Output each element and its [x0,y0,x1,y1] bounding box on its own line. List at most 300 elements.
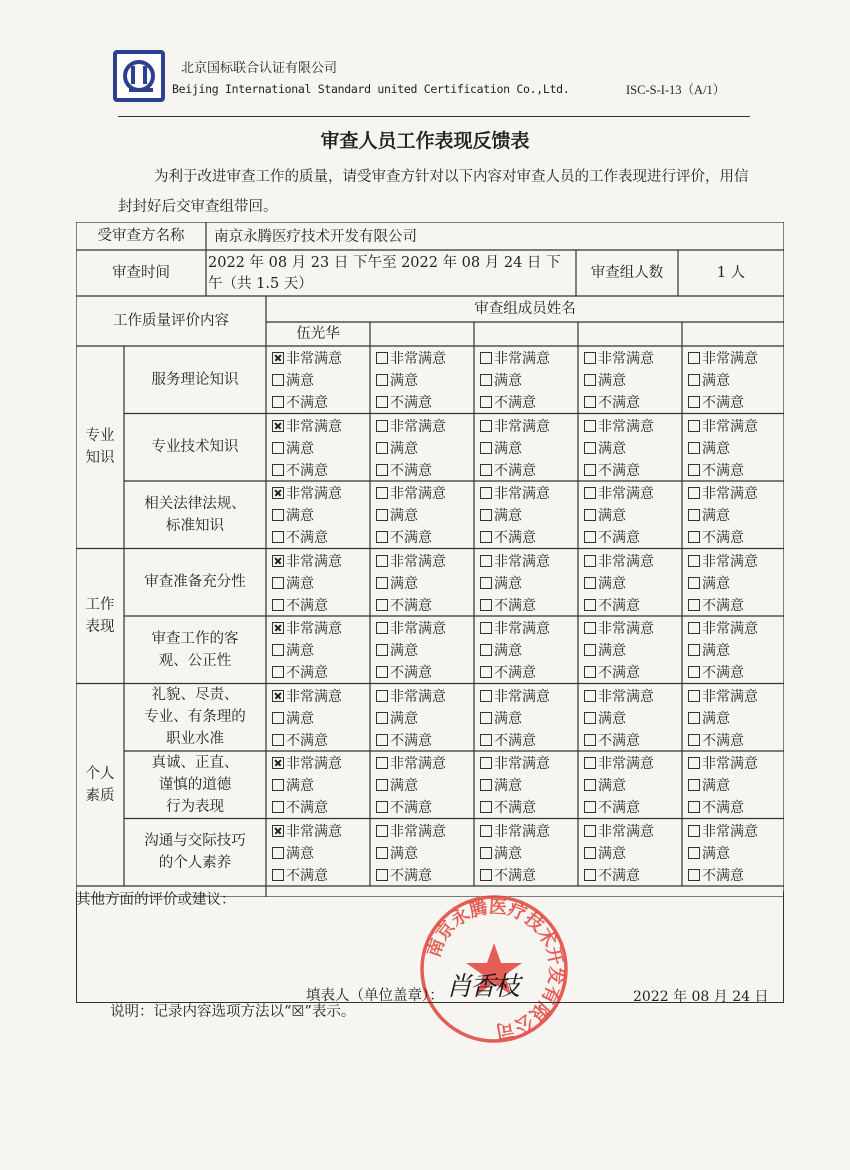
checkbox-icon[interactable] [480,442,492,454]
rating-option[interactable] [688,551,758,573]
checkbox-icon[interactable] [376,374,388,386]
checkbox-icon[interactable] [480,374,492,386]
checkbox-icon[interactable] [272,666,284,678]
option-label: 不满意 [598,867,640,884]
option-label: 非常满意 [702,418,758,435]
option-label: 非常满意 [598,621,654,637]
rating-option[interactable] [480,797,536,819]
rating-option[interactable] [480,821,550,843]
time-label: 审查时间 [112,265,170,281]
rating-option[interactable] [688,392,744,414]
checkbox-icon[interactable] [688,442,700,454]
checkbox-icon[interactable] [480,666,492,678]
rating-option[interactable] [480,527,536,549]
rating-option[interactable] [272,573,314,595]
rating-option[interactable] [480,573,522,595]
rating-option[interactable] [688,865,744,887]
rating-option[interactable] [272,551,342,573]
checkbox-icon[interactable] [376,801,388,813]
checkbox-icon[interactable] [480,420,492,432]
checkbox-icon[interactable] [272,801,284,813]
rating-option[interactable] [480,392,536,414]
checkbox-icon[interactable] [688,487,700,499]
checkbox-icon[interactable] [376,869,388,881]
checkbox-icon[interactable] [480,690,492,702]
rating-option[interactable] [584,573,626,595]
rating-option[interactable] [480,730,536,752]
checked-box-icon[interactable] [272,690,284,702]
checkbox-icon[interactable] [584,825,596,837]
option-label: 满意 [494,845,522,862]
rating-option[interactable] [272,662,328,684]
rating-option[interactable] [584,708,626,730]
rating-option[interactable] [480,438,522,460]
rating-option[interactable] [376,595,432,617]
rating-option[interactable] [584,392,640,414]
rating-option[interactable] [584,527,640,549]
checkbox-icon[interactable] [584,712,596,724]
checkbox-icon[interactable] [272,464,284,476]
option-label: 满意 [494,778,522,794]
checked-box-icon[interactable] [272,487,284,499]
option-label: 满意 [494,575,522,592]
option-label: 非常满意 [286,621,342,637]
checkbox-icon[interactable] [688,757,700,769]
checkbox-icon[interactable] [688,801,700,813]
checkbox-icon[interactable] [584,531,596,543]
option-label: 不满意 [494,665,536,681]
checkbox-icon[interactable] [584,487,596,499]
rating-option[interactable] [272,640,314,662]
option-label: 满意 [598,710,626,727]
checkbox-icon[interactable] [272,599,284,611]
checkbox-icon[interactable] [584,577,596,589]
rating-option[interactable] [272,797,328,819]
option-label: 非常满意 [286,418,342,435]
checked-box-icon[interactable] [272,757,284,769]
checkbox-icon[interactable] [584,779,596,791]
rating-option[interactable] [376,551,446,573]
rating-option[interactable] [480,775,522,797]
rating-option[interactable] [376,708,418,730]
option-label: 满意 [702,643,730,659]
rating-option[interactable] [584,551,654,573]
rating-option[interactable] [584,483,654,505]
rating-option[interactable] [584,505,626,527]
rating-option[interactable] [272,618,342,640]
checkbox-icon[interactable] [376,352,388,364]
option-label: 非常满意 [390,621,446,637]
rating-option[interactable] [376,392,432,414]
checkbox-icon[interactable] [480,757,492,769]
rating-option[interactable] [376,348,446,370]
checkbox-icon[interactable] [376,509,388,521]
option-label: 满意 [598,508,626,524]
checkbox-icon[interactable] [584,442,596,454]
checkbox-icon[interactable] [480,464,492,476]
option-label: 非常满意 [598,756,654,772]
rating-option[interactable] [584,595,640,617]
rating-option[interactable] [584,662,640,684]
option-label: 满意 [390,508,418,524]
company-name-cn: 北京国标联合认证有限公司 [181,61,338,76]
rating-option[interactable] [584,348,654,370]
checkbox-icon[interactable] [688,690,700,702]
checkbox-icon[interactable] [688,577,700,589]
rating-option[interactable] [584,843,626,865]
rating-option[interactable] [272,595,328,617]
option-label: 不满意 [390,597,432,614]
option-label: 满意 [702,575,730,592]
rating-option[interactable] [688,527,744,549]
rating-option[interactable] [584,686,654,708]
rating-option[interactable] [376,505,418,527]
checkbox-icon[interactable] [376,644,388,656]
rating-option[interactable] [272,460,328,482]
comments-label: 其他方面的评价或建议： [76,892,236,908]
rating-option[interactable] [584,416,654,438]
checkbox-icon[interactable] [688,396,700,408]
rating-option[interactable] [480,662,536,684]
checkbox-icon[interactable] [584,464,596,476]
checkbox-icon[interactable] [584,690,596,702]
option-label: 非常满意 [494,621,550,637]
checkbox-icon[interactable] [688,599,700,611]
rating-option[interactable] [376,753,446,775]
rating-option[interactable] [480,708,522,730]
option-label: 满意 [702,710,730,727]
rating-option[interactable] [688,662,744,684]
checkbox-icon[interactable] [584,622,596,634]
rating-option[interactable] [376,843,418,865]
rating-option[interactable] [272,392,328,414]
rating-option[interactable] [480,640,522,662]
rating-option[interactable] [584,775,626,797]
checkbox-icon[interactable] [272,779,284,791]
rating-option[interactable] [272,753,342,775]
rating-option[interactable] [376,865,432,887]
checkbox-icon[interactable] [376,757,388,769]
checked-box-icon[interactable] [272,825,284,837]
checkbox-icon[interactable] [480,577,492,589]
criterion-label: 服务理论知识 [151,371,239,388]
checkbox-icon[interactable] [272,847,284,859]
rating-option[interactable] [688,797,744,819]
option-label: 非常满意 [598,553,654,570]
checkbox-icon[interactable] [376,847,388,859]
checked-box-icon[interactable] [272,352,284,364]
criterion-label: 审查准备充分性 [144,574,246,591]
checkbox-icon[interactable] [584,420,596,432]
checkbox-icon[interactable] [480,509,492,521]
option-label: 非常满意 [286,486,342,502]
checkbox-icon[interactable] [480,487,492,499]
checkbox-icon[interactable] [376,464,388,476]
rating-option[interactable] [480,370,522,392]
checkbox-icon[interactable] [584,374,596,386]
checkbox-icon[interactable] [272,734,284,746]
checkbox-icon[interactable] [480,396,492,408]
time-value [208,253,561,295]
checked-box-icon[interactable] [272,420,284,432]
rating-option[interactable] [584,618,654,640]
checkbox-icon[interactable] [584,509,596,521]
rating-option[interactable] [480,483,550,505]
option-label: 不满意 [494,732,536,749]
rating-option[interactable] [376,686,446,708]
option-label: 非常满意 [286,823,342,840]
checkbox-icon[interactable] [480,734,492,746]
checkbox-icon[interactable] [688,734,700,746]
rating-option[interactable] [688,370,730,392]
option-label: 不满意 [702,665,744,681]
count-label: 审查组人数 [590,265,664,281]
rating-option[interactable] [272,686,342,708]
checkbox-icon[interactable] [376,487,388,499]
rating-option[interactable] [376,416,446,438]
rating-option[interactable] [688,640,730,662]
checkbox-icon[interactable] [376,555,388,567]
checkbox-icon[interactable] [584,352,596,364]
checkbox-icon[interactable] [376,442,388,454]
checkbox-icon[interactable] [584,869,596,881]
checkbox-icon[interactable] [584,757,596,769]
rating-option[interactable] [480,348,550,370]
option-label: 非常满意 [598,823,654,840]
checkbox-icon[interactable] [688,555,700,567]
rating-option[interactable] [480,416,550,438]
rating-option[interactable] [688,730,744,752]
option-label: 满意 [494,710,522,727]
checkbox-icon[interactable] [376,531,388,543]
checkbox-icon[interactable] [480,801,492,813]
rating-option[interactable] [480,595,536,617]
option-label: 不满意 [702,530,744,546]
rating-option[interactable] [376,821,446,843]
checkbox-icon[interactable] [376,599,388,611]
checkbox-icon[interactable] [376,420,388,432]
rating-option[interactable] [584,640,626,662]
signature: 肖香枝 [446,972,519,1002]
checkbox-icon[interactable] [688,825,700,837]
rating-option[interactable] [688,686,758,708]
rating-option[interactable] [480,865,536,887]
option-label: 不满意 [286,732,328,749]
member-name-2 [370,322,474,346]
checkbox-icon[interactable] [376,734,388,746]
rating-option[interactable] [272,730,328,752]
rating-option[interactable] [584,438,626,460]
checkbox-icon[interactable] [272,396,284,408]
checkbox-icon[interactable] [688,847,700,859]
rating-option[interactable] [272,483,342,505]
rating-option[interactable] [480,686,550,708]
checkbox-icon[interactable] [376,396,388,408]
checkbox-icon[interactable] [376,622,388,634]
rating-option[interactable] [272,821,342,843]
checkbox-icon[interactable] [272,869,284,881]
rating-option[interactable] [688,753,758,775]
rating-option[interactable] [376,797,432,819]
checkbox-icon[interactable] [272,442,284,454]
option-label: 不满意 [598,665,640,681]
rating-option[interactable] [688,483,758,505]
quality-label: 工作质量评价内容 [113,313,229,329]
option-label: 满意 [390,710,418,727]
rating-option[interactable] [688,821,758,843]
org-label: 受审查方名称 [97,228,185,244]
rating-option[interactable] [272,865,328,887]
checkbox-icon[interactable] [688,531,700,543]
rating-option[interactable] [688,416,758,438]
checkbox-icon[interactable] [480,555,492,567]
option-label: 非常满意 [494,351,550,367]
checkbox-icon[interactable] [688,374,700,386]
checkbox-icon[interactable] [688,509,700,521]
rating-option[interactable] [688,843,730,865]
checkbox-icon[interactable] [480,531,492,543]
checkbox-icon[interactable] [480,869,492,881]
checkbox-icon[interactable] [688,420,700,432]
criterion-label: 专业技术知识 [151,439,239,456]
rating-option[interactable] [688,505,730,527]
checkbox-icon[interactable] [272,509,284,521]
rating-option[interactable] [480,460,536,482]
rating-option[interactable] [480,618,550,640]
rating-option[interactable] [688,595,744,617]
checkbox-icon[interactable] [272,374,284,386]
option-label: 不满意 [390,867,432,884]
option-label: 满意 [286,778,314,794]
rating-option[interactable] [376,460,432,482]
rating-option[interactable] [376,640,418,662]
rating-option[interactable] [584,821,654,843]
option-label: 不满意 [390,732,432,749]
option-label: 满意 [286,643,314,659]
rating-option[interactable] [272,843,314,865]
rating-option[interactable] [272,370,314,392]
checkbox-icon[interactable] [272,577,284,589]
rating-option[interactable] [376,618,446,640]
option-label: 不满意 [286,597,328,614]
rating-option[interactable] [376,730,432,752]
rating-option[interactable] [376,370,418,392]
checkbox-icon[interactable] [584,396,596,408]
rating-option[interactable] [272,708,314,730]
rating-option[interactable] [584,460,640,482]
checkbox-icon[interactable] [584,847,596,859]
checkbox-icon[interactable] [480,779,492,791]
rating-option[interactable] [272,505,314,527]
rating-option[interactable] [376,438,418,460]
signer-label: 填表人（单位盖章）： [306,988,444,1004]
option-label: 满意 [598,575,626,592]
rating-option[interactable] [272,438,314,460]
checkbox-icon[interactable] [272,712,284,724]
checked-box-icon[interactable] [272,555,284,567]
rating-option[interactable] [480,843,522,865]
option-label: 满意 [494,373,522,389]
checkbox-icon[interactable] [480,712,492,724]
option-label: 非常满意 [494,823,550,840]
checkbox-icon[interactable] [584,555,596,567]
rating-option[interactable] [688,348,758,370]
checkbox-icon[interactable] [376,825,388,837]
checkbox-icon[interactable] [688,712,700,724]
rating-option[interactable] [688,460,744,482]
checkbox-icon[interactable] [688,622,700,634]
checkbox-icon[interactable] [584,666,596,678]
checkbox-icon[interactable] [272,531,284,543]
option-label: 不满意 [286,867,328,884]
checkbox-icon[interactable] [480,622,492,634]
rating-option[interactable] [376,775,418,797]
option-label: 不满意 [390,462,432,479]
rating-option[interactable] [688,708,730,730]
rating-option[interactable] [376,527,432,549]
checkbox-icon[interactable] [376,690,388,702]
rating-option[interactable] [272,348,342,370]
checkbox-icon[interactable] [480,825,492,837]
checkbox-icon[interactable] [584,734,596,746]
rating-option[interactable] [688,573,730,595]
fill-date: 2022 年 08 月 24 日 [633,989,769,1005]
rating-option[interactable] [688,438,730,460]
rating-option[interactable] [688,775,730,797]
checkbox-icon[interactable] [376,712,388,724]
rating-option[interactable] [376,483,446,505]
rating-option[interactable] [584,797,640,819]
rating-option[interactable] [272,527,328,549]
rating-option[interactable] [688,618,758,640]
checkbox-icon[interactable] [480,847,492,859]
checked-box-icon[interactable] [272,622,284,634]
checkbox-icon[interactable] [480,352,492,364]
checkbox-icon[interactable] [688,779,700,791]
rating-option[interactable] [584,730,640,752]
checkbox-icon[interactable] [688,666,700,678]
checkbox-icon[interactable] [584,644,596,656]
document-code: ISC-S-I-13（A/1） [626,83,726,97]
rating-option[interactable] [272,416,342,438]
checkbox-icon[interactable] [688,464,700,476]
checkbox-icon[interactable] [584,801,596,813]
checkbox-icon[interactable] [480,644,492,656]
rating-option[interactable] [376,662,432,684]
rating-option[interactable] [272,775,314,797]
checkbox-icon[interactable] [376,779,388,791]
option-label: 不满意 [702,462,744,479]
checkbox-icon[interactable] [688,644,700,656]
checkbox-icon[interactable] [480,599,492,611]
checkbox-icon[interactable] [272,644,284,656]
checkbox-icon[interactable] [688,352,700,364]
rating-option[interactable] [376,573,418,595]
rating-option[interactable] [480,505,522,527]
option-label: 非常满意 [494,553,550,570]
checkbox-icon[interactable] [376,577,388,589]
checkbox-icon[interactable] [376,666,388,678]
option-label: 非常满意 [598,688,654,705]
rating-option[interactable] [584,865,640,887]
rating-option[interactable] [584,753,654,775]
checkbox-icon[interactable] [688,869,700,881]
rating-option[interactable] [584,370,626,392]
checkbox-icon[interactable] [584,599,596,611]
rating-option[interactable] [480,753,550,775]
rating-option[interactable] [480,551,550,573]
members-label: 审查组成员姓名 [474,301,576,317]
